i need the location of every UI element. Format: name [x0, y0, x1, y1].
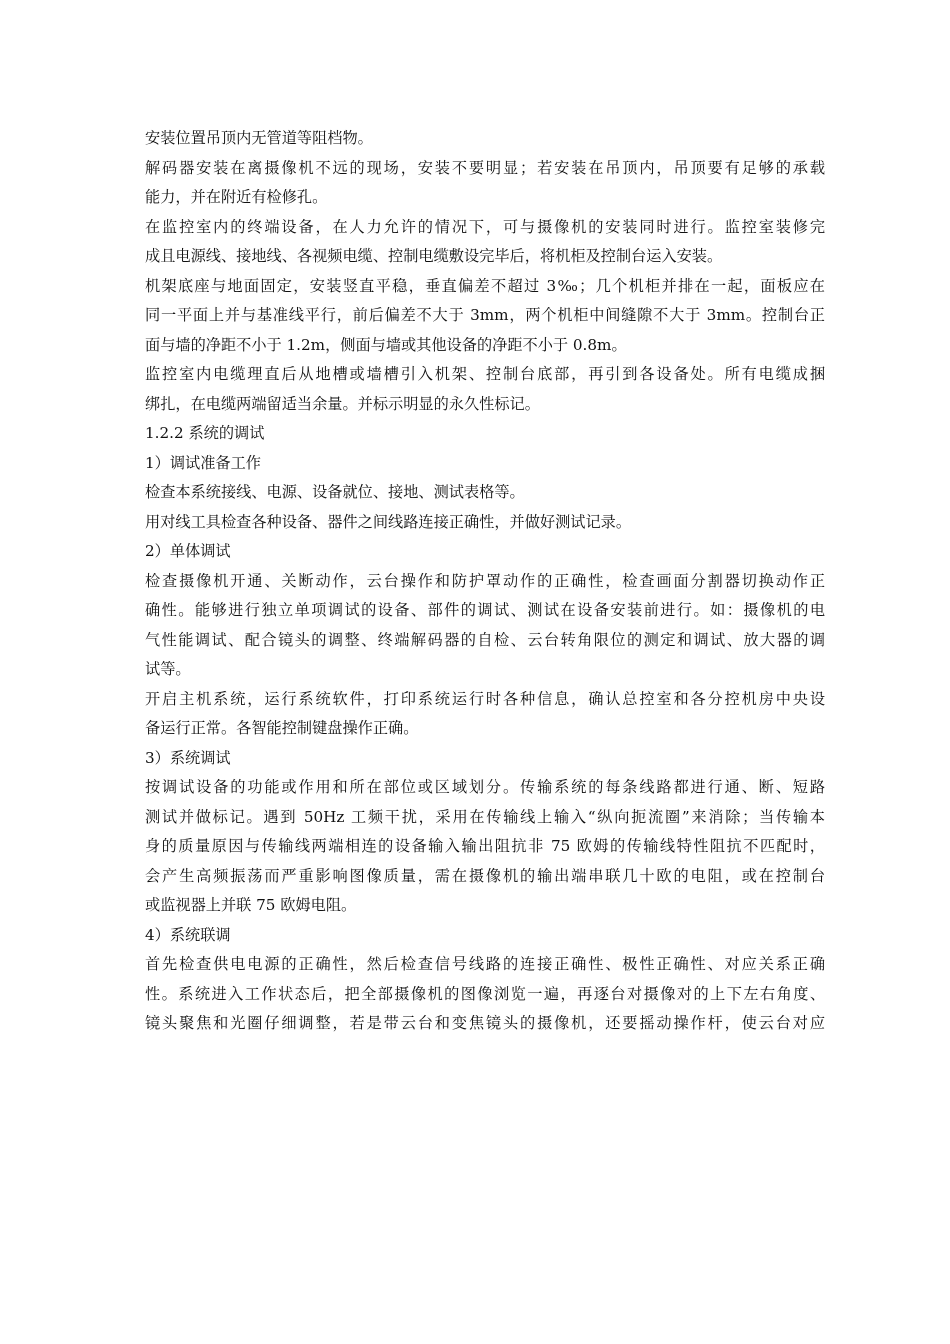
text-line: 同一平面上并与基准线平行，前后偏差不大于 3mm，两个机柜中间缝隙不大于 3mm。控制台正 — [145, 306, 825, 324]
text-line: 在监控室内的终端设备，在人力允许的情况下，可与摄像机的安装同时进行。监控室装修完 — [145, 217, 825, 236]
text-line: 面与墙的净距不小于 1.2m，侧面与墙或其他设备的净距不小于 0.8m。 — [145, 335, 627, 354]
text-line: 试等。 — [145, 660, 191, 678]
text-line: 气性能调试、配合镜头的调整、终端解码器的自检、云台转角限位的测定和调试、放大器的调 — [145, 630, 825, 649]
text-line: 开启主机系统，运行系统软件，打印系统运行时各种信息，确认总控室和各分控机房中央设 — [145, 689, 825, 708]
text-line: 安装位置吊顶内无管道等阻档物。 — [145, 129, 373, 147]
text-line: 会产生高频振荡而严重影响图像质量，需在摄像机的输出端串联几十欧的电阻，或在控制台 — [145, 866, 825, 885]
text-line: 机架底座与地面固定，安装竖直平稳，垂直偏差不超过 3‰；几个机柜并排在一起，面板应在 — [145, 276, 825, 295]
text-line: 解码器安装在离摄像机不远的现场，安装不要明显；若安装在吊顶内，吊顶要有足够的承载 — [145, 158, 825, 177]
text-line: 能力，并在附近有检修孔。 — [145, 188, 328, 206]
text-line: 2）单体调试 — [145, 542, 231, 560]
text-line: 确性。能够进行独立单项调试的设备、部件的调试、测试在设备安装前进行。如：摄像机的电 — [145, 601, 825, 619]
text-line: 检查本系统接线、电源、设备就位、接地、测试表格等。 — [145, 483, 525, 501]
text-line: 测试并做标记。遇到 50Hz 工频干扰，采用在传输线上输入“纵向扼流圈”来消除；当传输本 — [145, 807, 825, 826]
text-line: 监控室内电缆理直后从地槽或墙槽引入机架、控制台底部，再引到各设备处。所有电缆成捆 — [145, 365, 825, 383]
text-line: 3）系统调试 — [145, 748, 231, 767]
text-line: 备运行正常。各智能控制键盘操作正确。 — [145, 719, 419, 737]
text-line: 身的质量原因与传输线两端相连的设备输入输出阻抗非 75 欧姆的传输线特性阻抗不匹配时， — [145, 837, 825, 855]
text-line: 成且电源线、接地线、各视频电缆、控制电缆敷设完毕后，将机柜及控制台运入安装。 — [145, 247, 723, 265]
text-line: 按调试设备的功能或作用和所在部位或区域划分。传输系统的每条线路都进行通、断、短路 — [145, 778, 825, 796]
text-line: 4）系统联调 — [145, 925, 231, 944]
text-line: 检查摄像机开通、关断动作，云台操作和防护罩动作的正确性，检查画面分割器切换动作正 — [145, 571, 825, 590]
document-body — [145, 124, 825, 1039]
text-line: 或监视器上并联 75 欧姆电阻。 — [145, 896, 357, 914]
text-line: 首先检查供电电源的正确性，然后检查信号线路的连接正确性、极性正确性、对应关系正确 — [145, 955, 825, 973]
text-line: 1）调试准备工作 — [145, 453, 261, 472]
text-line: 1.2.2 系统的调试 — [145, 424, 265, 442]
text-line: 用对线工具检查各种设备、器件之间线路连接正确性，并做好测试记录。 — [145, 512, 631, 531]
text-line: 性。系统进入工作状态后，把全部摄像机的图像浏览一遍，再逐台对摄像对的上下左右角度、 — [145, 984, 825, 1003]
text-line: 绑扎，在电缆两端留适当余量。并标示明显的永久性标记。 — [145, 394, 540, 413]
text-line: 镜头聚焦和光圈仔细调整，若是带云台和变焦镜头的摄像机，还要摇动操作杆，使云台对应 — [145, 1014, 825, 1032]
